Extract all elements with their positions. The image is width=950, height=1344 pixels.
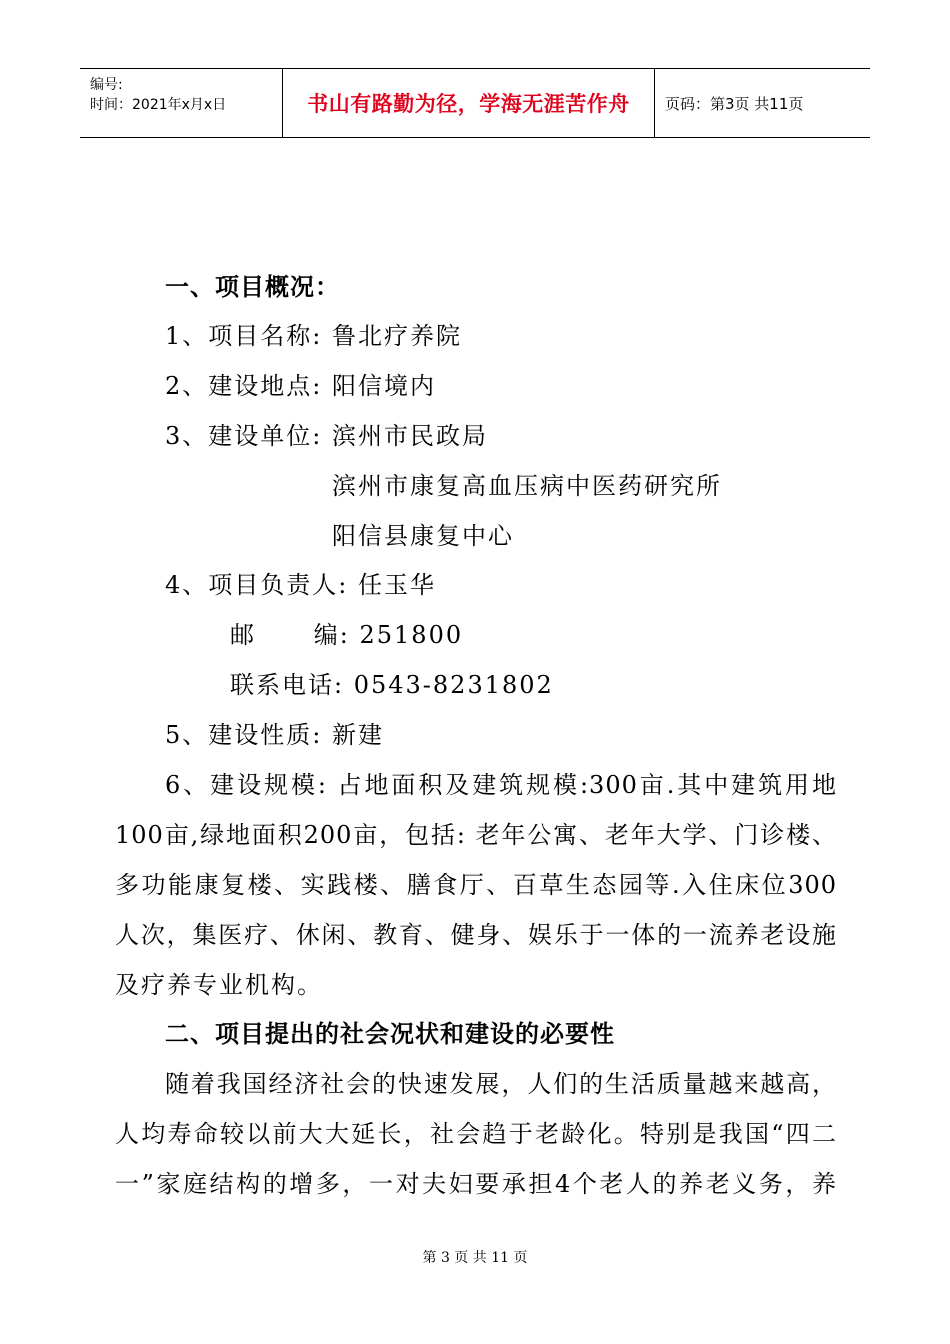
paragraph-line1: 随着我国经济社会的快速发展，人们的生活质量越来越高，: [165, 1070, 837, 1098]
section2-title: 二、项目提出的社会况状和建设的必要性: [165, 1020, 615, 1048]
item-unit-org3: 阳信县康复中心: [332, 522, 514, 550]
header-motto: 书山有路勤为径，学海无涯苦作舟: [283, 69, 655, 137]
item-unit-org2: 滨州市康复高血压病中医药研究所: [332, 472, 722, 500]
page-header: [80, 68, 870, 138]
item-leader: 4、项目负责人: 任玉华: [165, 571, 436, 599]
header-meta: [80, 69, 283, 137]
item-nature: 5、建设性质: 新建: [165, 721, 384, 749]
page-footer: 第 3 页 共 11 页: [422, 1250, 528, 1266]
item-unit: 3、建设单位: 滨州市民政局: [165, 422, 488, 450]
item-project-name: 1、项目名称: 鲁北疗养院: [165, 322, 462, 350]
paragraph-line2: 人均寿命较以前大大延长，社会趋于老龄化。特别是我国“四二: [115, 1120, 837, 1148]
item-scale-line5: 及疗养专业机构。: [115, 971, 323, 999]
item-scale-line2: 100亩,绿地面积200亩，包括: 老年公寓、老年大学、门诊楼、: [115, 821, 837, 849]
item-phone: 联系电话: 0543-8231802: [230, 671, 554, 699]
item-postcode: 邮 编: 251800: [230, 621, 464, 649]
header-page-label: 页码：第3页 共11页: [665, 94, 804, 113]
item-scale-line4: 人次，集医疗、休闲、教育、健身、娱乐于一体的一流养老设施: [115, 921, 837, 949]
header-number-label: 编号:: [90, 77, 123, 93]
item-location: 2、建设地点: 阳信境内: [165, 372, 436, 400]
paragraph-line3: 一”家庭结构的增多，一对夫妇要承担4个老人的养老义务，养: [115, 1170, 837, 1198]
section1-title: 一、项目概况：: [165, 273, 340, 301]
item-scale-line3: 多功能康复楼、实践楼、膳食厅、百草生态园等.入住床位300: [115, 871, 837, 899]
header-time-label: 时间：2021年x月x日: [90, 97, 227, 113]
item-scale-line1: 6、建设规模: 占地面积及建筑规模:300亩.其中建筑用地: [165, 771, 837, 799]
